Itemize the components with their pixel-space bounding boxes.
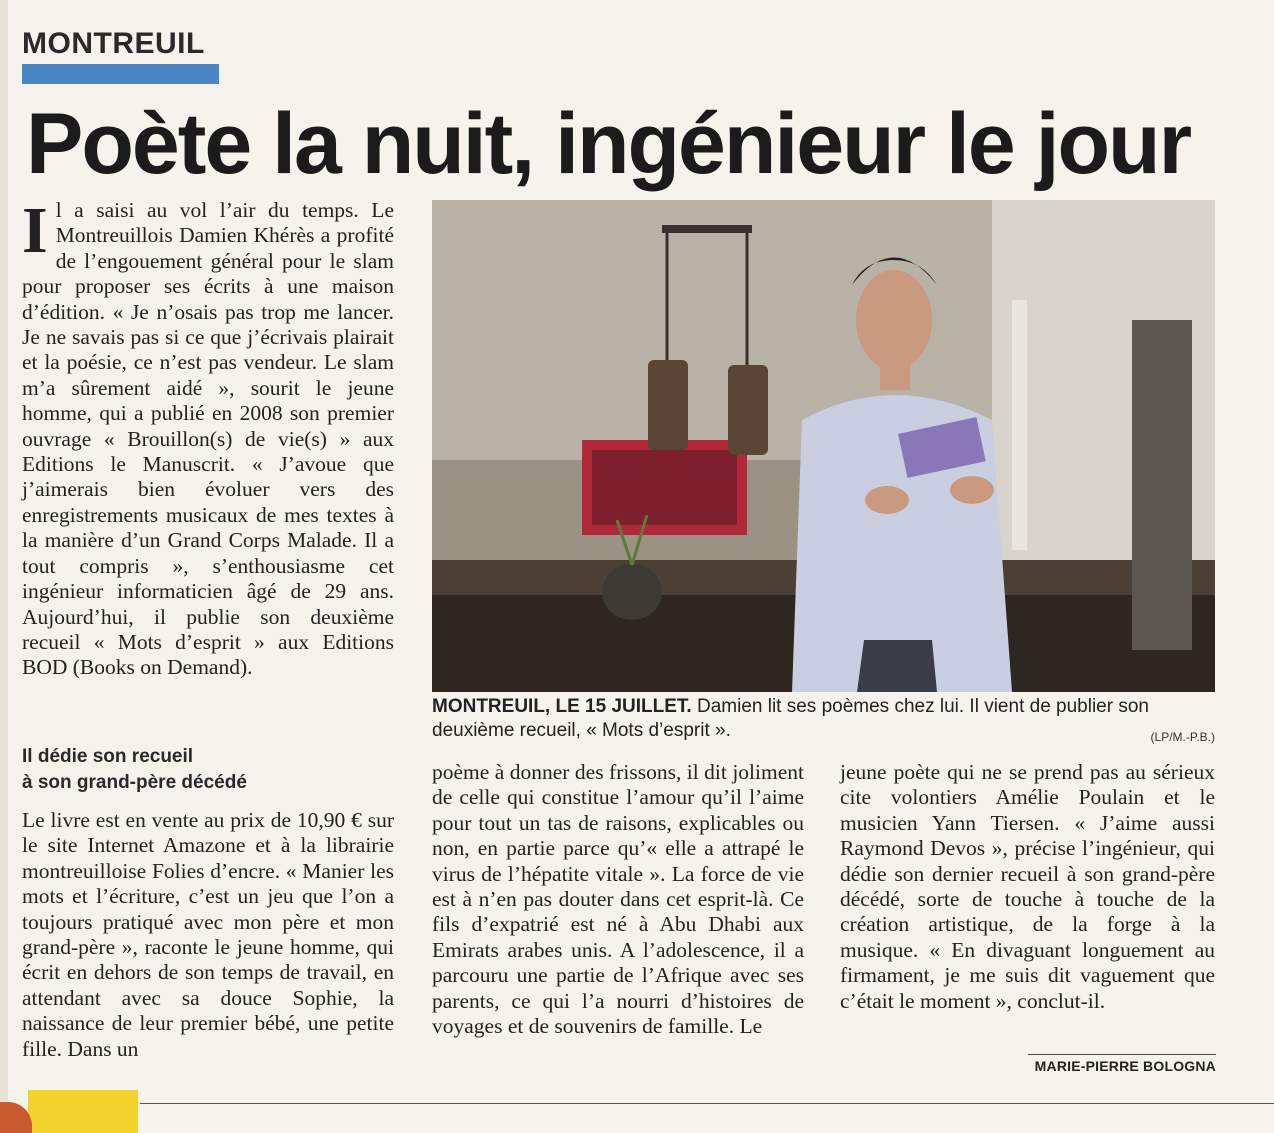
caption-lead: MONTREUIL, LE 15 JUILLET. [432,696,692,717]
bottom-rule [140,1103,1274,1104]
subheading-line-2: à son grand-père décédé [22,772,247,793]
article-column-1 [22,194,394,681]
drop-cap: I [22,194,48,267]
paper-edge [0,0,8,1133]
article-paragraph: jeune poète qui ne se prend pas au sérieux cite volontiers Amélie Poulain et le musicien Yann Tiersen. « J’aime aussi Raymond Devos », précise l’ingénieur, qui dédie son dernier recueil à son grand-père décédé, sorte de touche à touche de la création artistique, de la forge à la musique. « En divaguant longuement au firmament, je me suis dit vaguement que c’était le moment », conclut-il. [840,760,1215,1013]
corner-decoration [28,1090,138,1133]
photo-credit: (LP/M.-P.B.) [1150,730,1215,744]
subheading [22,744,394,796]
article-column-2 [432,760,804,1039]
caption-text: Damien lit ses poèmes chez lui. Il vient de publier son deuxième recueil, « Mots d’esprit ». [432,696,1149,741]
photo-illustration [432,200,1215,692]
article-column-3 [840,760,1215,1014]
article-column-1-continued [22,808,394,1062]
article-paragraph: poème à donner des frissons, il dit joliment de celle qui constitue l’amour qu’il l’aime pour tout un tas de raisons, explicables ou non, en partie parce qu’« elle a attrapé le virus de l’hépatite vitale ». La force de vie est à n’en pas douter dans cet esprit-là. Ce fils d’expatrié est né à Abu Dhabi aux Emirats arabes unis. A l’adolescence, il a parcouru une partie de l’Afrique avec ses parents, ce qui l’a nourri d’histoires de voyages et de souvenirs de famille. Le [432,760,804,1039]
section-color-bar [22,64,219,84]
headline: Poète la nuit, ingénieur le jour [26,96,1191,192]
subheading-line-1: Il dédie son recueil [22,746,194,767]
article-intro-text: l a saisi au vol l’air du temps. Le Montreuillois Damien Khérès a profité de l’engouement général pour le slam pour proposer ses écrits à une maison d’édition. « Je n’osais pas trop me lancer. Je ne savais pas si ce que j’écrivais plairait et la poésie, ce n’est pas vendeur. Le slam m’a sûrement aidé », sourit le jeune homme, qui a publié en 2008 son premier ouvrage « Brouillon(s) de vie(s) » aux Editions le Manuscrit. « J’avoue que j’aimerais bien évoluer vers des enregistrements musicaux de mes textes à la manière d’un Grand Corps Malade. Il a tout compris », s’enthousiasme cet ingénieur informaticien âgé de 29 ans. Aujourd’hui, il publie son deuxième recueil « Mots d’esprit » aux Editions BOD (Books on Demand). [22,198,394,680]
photo-caption [432,695,1215,743]
section-label: MONTREUIL [22,27,205,60]
article-photo [432,200,1215,692]
byline-rule [1028,1054,1216,1055]
article-paragraph: Le livre est en vente au prix de 10,90 € sur le site Internet Amazone et à la librairie montreuilloise Folies d’encre. « Manier les mots et l’écriture, c’est un jeu que l’on a toujours pratiqué avec mon père et mon grand-père », raconte le jeune homme, qui écrit en dehors de son temps de travail, en attendant avec sa douce Sophie, la naissance de leur premier bébé, une petite fille. Dans un [22,808,394,1061]
byline: MARIE-PIERRE BOLOGNA [1034,1058,1216,1074]
